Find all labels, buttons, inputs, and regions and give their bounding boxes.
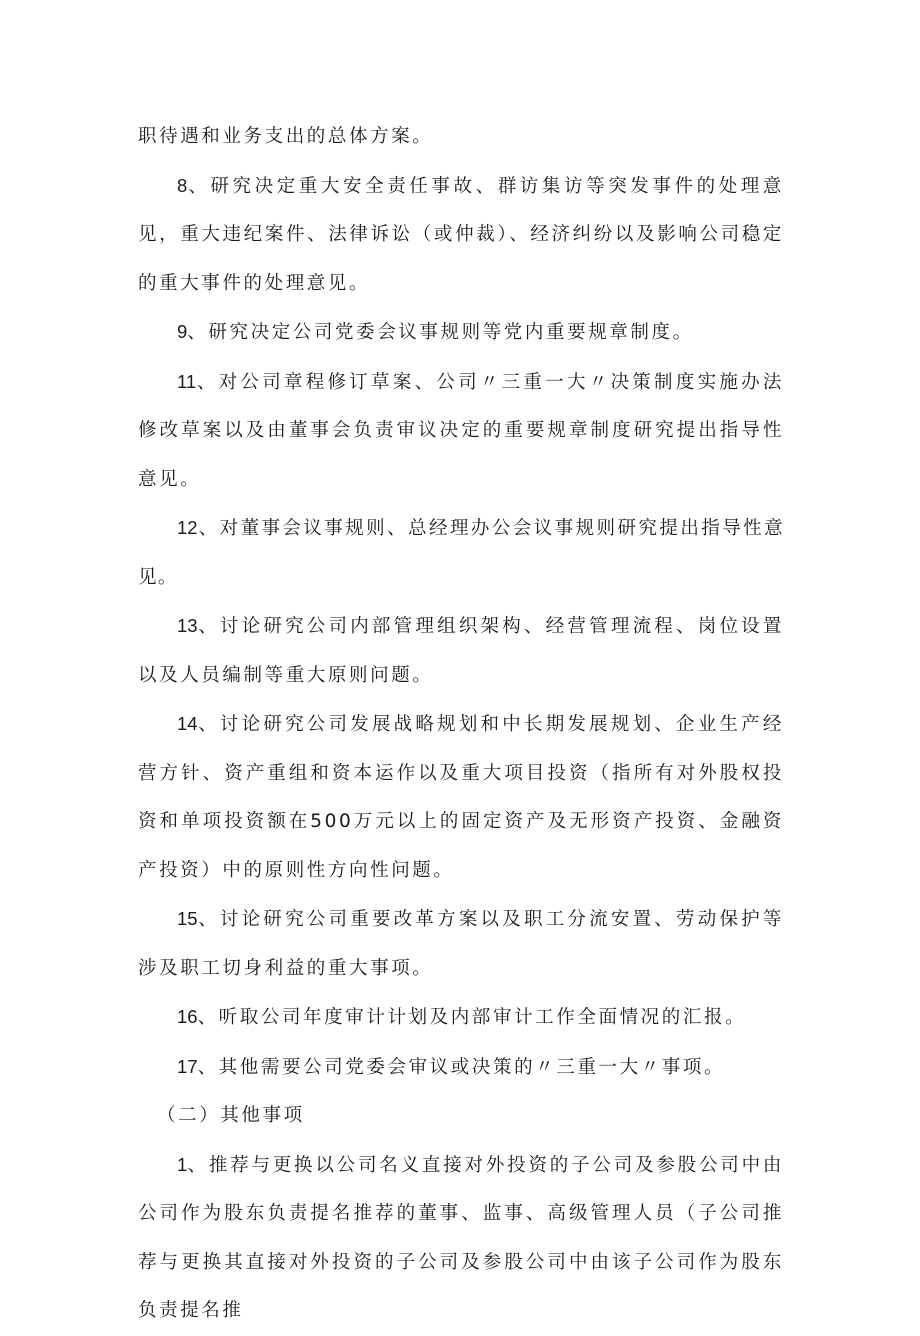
paragraph-other-item-1: [138, 1141, 784, 1336]
item-number: 1: [177, 1153, 188, 1175]
paragraph-item-9: [138, 308, 784, 358]
paragraph-item-12: [138, 504, 784, 602]
document-page: [138, 113, 784, 1336]
paragraph-text: 、讨论研究公司重要改革方案以及职工分流安置、劳动保护等涉及职工切身利益的重大事项。: [138, 909, 784, 979]
item-number: 12: [177, 517, 198, 538]
paragraph-item-11: [138, 358, 784, 505]
paragraph-text: 、对公司章程修订草案、公司〃三重一大〃决策制度实施办法修改草案以及由董事会负责审议决定的重要规章制度研究提出指导性意见。: [138, 371, 784, 490]
item-number: 13: [177, 615, 198, 636]
paragraph-item-17: [138, 1043, 784, 1093]
section-heading: （二）其他事项: [157, 1105, 305, 1126]
item-number: 15: [177, 908, 198, 929]
item-number: 8: [177, 174, 188, 196]
item-number: 9: [177, 321, 188, 342]
paragraph-text: 、其他需要公司党委会审议或决策的〃三重一大〃事项。: [197, 1056, 726, 1078]
paragraph-text: 、讨论研究公司内部管理组织架构、经营管理流程、岗位设置以及人员编制等重大原则问题。: [138, 616, 784, 686]
paragraph-item-15: [138, 895, 784, 993]
paragraph-item-16: [138, 993, 784, 1043]
paragraph-text: 、推荐与更换以公司名义直接对外投资的子公司及参股公司中由公司作为股东负责提名推荐的董事、监事、高级管理人员（子公司推荐与更换其直接对外投资的子公司及参股公司中由该子公司作为股东负责提名推: [138, 1154, 784, 1321]
paragraph-item-13: [138, 602, 784, 700]
item-number: 17: [177, 1055, 198, 1077]
paragraph-text: 、对董事会议事规则、总经理办公会议事规则研究提出指导性意见。: [138, 518, 784, 588]
paragraph-text: 、研究决定公司党委会议事规则等党内重要规章制度。: [187, 322, 694, 343]
item-number: 14: [177, 713, 198, 734]
paragraph-text: 、研究决定重大安全责任事故、群访集访等突发事件的处理意见，重大违纪案件、法律诉讼（或仲裁）、经济纠纷以及影响公司稳定的重大事件的处理意见。: [138, 175, 784, 294]
paragraph-item-8: [138, 162, 784, 309]
paragraph-continuation: [138, 113, 784, 162]
item-number: 16: [177, 1006, 198, 1027]
paragraph-text: 职待遇和业务支出的总体方案。: [138, 126, 434, 147]
paragraph-item-14: [138, 700, 784, 895]
item-number: 11: [177, 370, 197, 392]
paragraph-text: 、讨论研究公司发展战略规划和中长期发展规划、企业生产经营方针、资产重组和资本运作以及重大项目投资（指所有对外股权投资和单项投资额在500万元以上的固定资产及无形资产投资、金融资产投资）中的原则性方向性问题。: [138, 714, 784, 881]
paragraph-text: 、听取公司年度审计计划及内部审计工作全面情况的汇报。: [197, 1007, 747, 1028]
